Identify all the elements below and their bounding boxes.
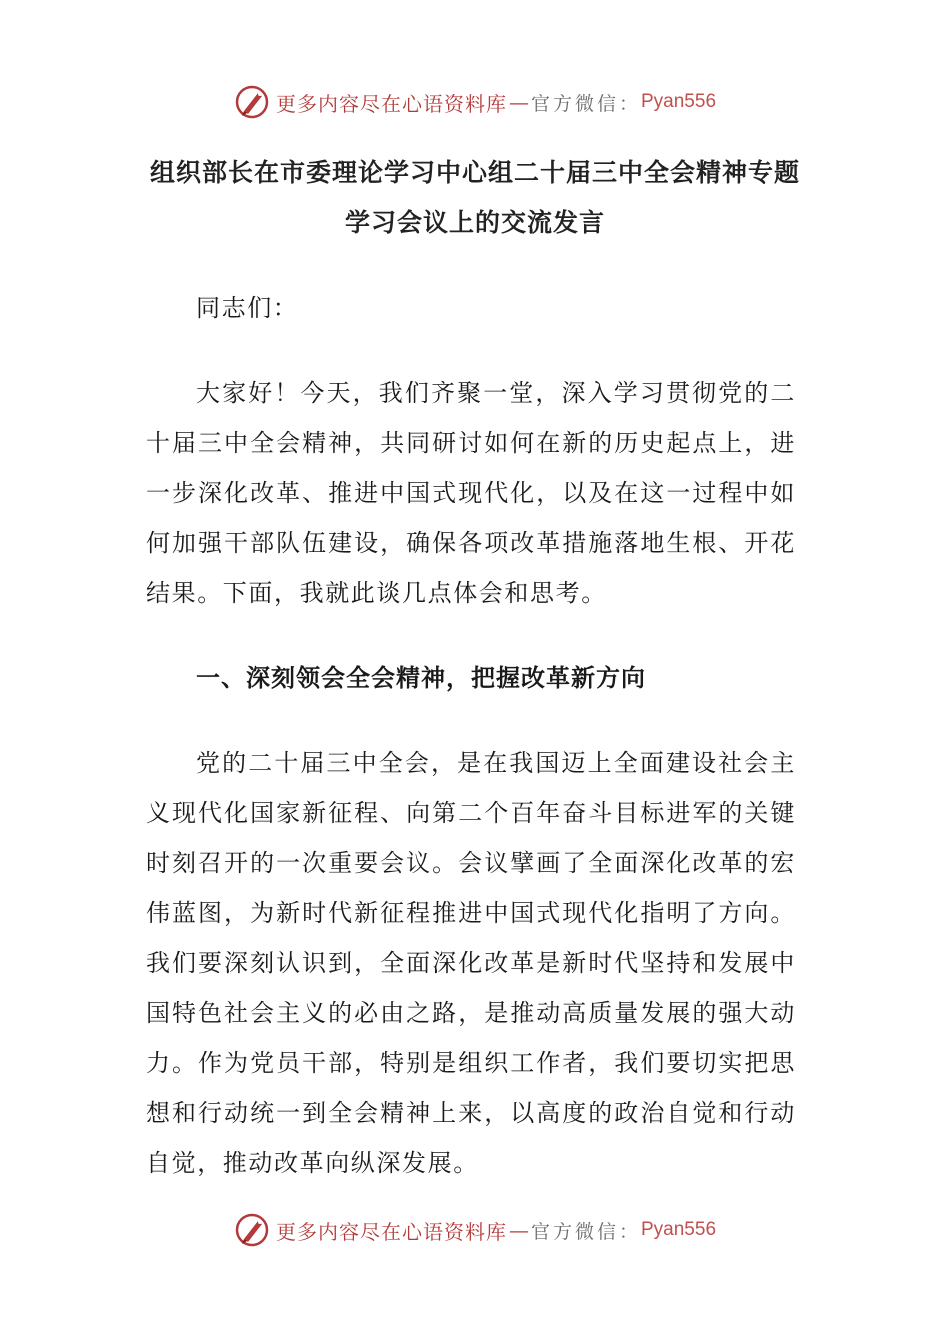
banner-wechat-label: 官方微信：: [530, 92, 641, 115]
banner-separator: —: [508, 90, 529, 114]
banner-wechat-label: 官方微信：: [530, 1220, 641, 1243]
pen-logo-icon: [234, 84, 270, 120]
document-title-line-1: 组织部长在市委理论学习中心组二十届三中全会精神专题: [149, 158, 800, 187]
greeting: 同志们：: [196, 294, 299, 322]
header-banner: [0, 82, 950, 122]
section-heading-1: 一、深刻领会全会精神，把握改革新方向: [196, 664, 646, 692]
banner-wechat-id: Pyan556: [641, 1219, 717, 1240]
banner-slogan: 更多内容尽在心语资料库: [275, 91, 507, 116]
paragraph-section-1: 党的二十届三中全会，是在我国迈上全面建设社会主义现代化国家新征程、向第二个百年奋斗目标进军的关键时刻召开的一次重要会议。会议擘画了全面深化改革的宏伟蓝图，为新时代新征程推进中国式现代化指明了方向。我们要深刻认识到，全面深化改革是新时代坚持和发展中国特色社会主义的必由之路，是推动高质量发展的强大动力。作为党员干部，特别是组织工作者，我们要切实把思想和行动统一到全会精神上来，以高度的政治自觉和行动自觉，推动改革向纵深发展。: [146, 749, 796, 1177]
banner-slogan: 更多内容尽在心语资料库: [275, 1219, 507, 1244]
document-title-line-2: 学习会议上的交流发言: [344, 208, 605, 237]
pen-logo-icon: [234, 1212, 270, 1248]
paragraph-intro: 大家好！今天，我们齐聚一堂，深入学习贯彻党的二十届三中全会精神，共同研讨如何在新的历史起点上，进一步深化改革、推进中国式现代化，以及在这一过程中如何加强干部队伍建设，确保各项改革措施落地生根、开花结果。下面，我就此谈几点体会和思考。: [146, 379, 796, 607]
banner-separator: —: [508, 1218, 529, 1242]
banner-wechat-id: Pyan556: [641, 91, 717, 112]
footer-banner: [0, 1210, 950, 1250]
